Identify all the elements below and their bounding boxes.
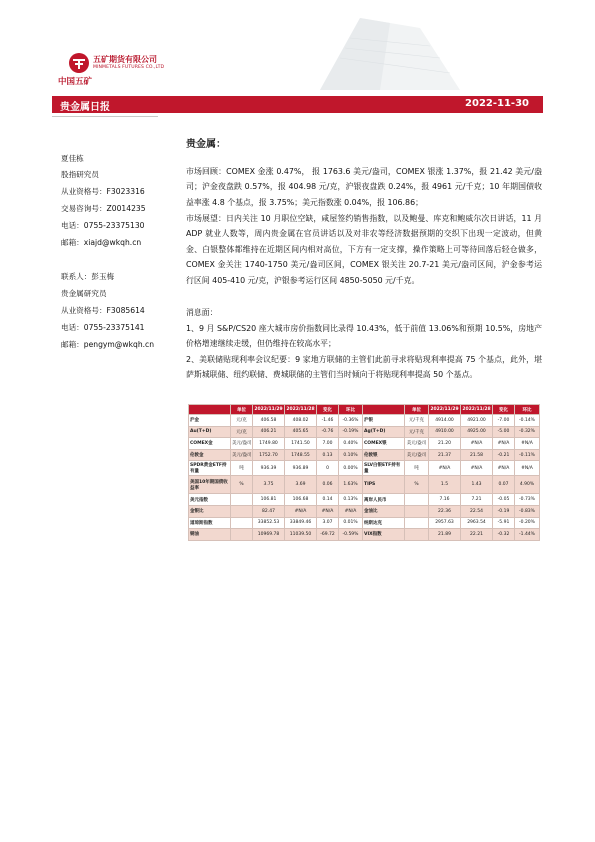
market-data-table	[188, 404, 540, 541]
table-cell: -7.00	[493, 415, 515, 427]
table-cell: 7.21	[461, 494, 493, 506]
table-cell: 美元/盎司	[231, 449, 253, 461]
table-cell: 21.89	[429, 529, 461, 541]
table-cell: 铜油	[189, 529, 231, 541]
table-cell: 纳斯达克	[363, 517, 405, 529]
table-cell	[231, 517, 253, 529]
table-cell: 1748.55	[285, 449, 317, 461]
table-header-cell: 变化	[317, 405, 339, 415]
table-cell: 3.75	[253, 476, 285, 494]
table-header-cell	[363, 405, 405, 415]
table-cell: COMEX银	[363, 438, 405, 450]
report-title: 贵金属日报	[60, 102, 110, 113]
table-header-cell: 环比	[339, 405, 363, 415]
table-cell: 1752.70	[253, 449, 285, 461]
table-row	[189, 461, 540, 476]
table-cell: SPDR黄金ETF持有量	[189, 461, 231, 476]
table-cell: -0.11%	[515, 449, 540, 461]
table-header-cell: 2022/11/28	[461, 405, 493, 415]
table-cell: 元/克	[231, 426, 253, 438]
brand-name: 中国五矿	[58, 77, 93, 87]
table-cell: 11039.50	[285, 529, 317, 541]
table-cell: 0.10%	[339, 449, 363, 461]
report-date: 2022-11-30	[465, 98, 529, 109]
table-cell: -1.44%	[515, 529, 540, 541]
table-row	[189, 476, 540, 494]
building-watermark-icon	[300, 18, 480, 90]
table-cell: #N/A	[285, 505, 317, 517]
table-cell: 7.00	[317, 438, 339, 450]
company-name-en: MINMETALS FUTURES CO.,LTD	[93, 65, 165, 70]
table-row	[189, 415, 540, 427]
table-header-cell: 变化	[493, 405, 515, 415]
table-cell: -0.21	[493, 449, 515, 461]
table-cell: 0.07	[493, 476, 515, 494]
table-cell: #N/A	[461, 438, 493, 450]
analyst-role: 股指研究员	[61, 170, 99, 179]
table-header-cell: 单位	[231, 405, 253, 415]
table-cell: 0.00%	[339, 461, 363, 476]
table-cell: 0.01%	[339, 517, 363, 529]
table-cell: -1.46	[317, 415, 339, 427]
news-title: 消息面：	[186, 308, 218, 317]
table-cell: 10969.78	[253, 529, 285, 541]
section-title: 贵金属：	[186, 139, 226, 150]
table-cell: 106.81	[253, 494, 285, 506]
sidebar-divider	[52, 116, 158, 117]
contact-name: 联系人：彭玉梅	[61, 272, 115, 281]
table-row	[189, 517, 540, 529]
table-header-cell: 单位	[405, 405, 429, 415]
table-cell	[405, 517, 429, 529]
table-cell: -0.19	[493, 505, 515, 517]
table-cell: 3.07	[317, 517, 339, 529]
table-row	[189, 449, 540, 461]
table-cell: 22.21	[461, 529, 493, 541]
table-cell: -0.73%	[515, 494, 540, 506]
table-cell: 2957.63	[429, 517, 461, 529]
table-cell: 元/千克	[405, 415, 429, 427]
table-cell: 406.21	[253, 426, 285, 438]
table-cell: 沪金	[189, 415, 231, 427]
table-cell: -0.14%	[515, 415, 540, 427]
market-outlook: 市场展望：日内关注 10 月职位空缺，咸屋签约销售指数，以及鲍曼、库克和鲍威尔次日讲话，11 月 ADP 就业人数等，周内贵金属在官员讲话以及对非农等经济数据预期的交织下出现一定波动，但黄金、白银整体都维持在近期区间内相对高位，下方有一定支撑，操作策略上可等待回落后轻仓做多，COMEX 金关注 1740-1750 美元/盎司区间，COMEX 银关注 20.7-21 美元/盎司区间，沪金参考运行区间 405-410 元/克，沪银参考运行区间 4850-5050 元/千克。	[186, 214, 542, 285]
table-cell: #N/A	[493, 438, 515, 450]
analyst-name: 夏佳栋	[61, 154, 84, 163]
table-cell: 1.43	[461, 476, 493, 494]
table-cell	[231, 529, 253, 541]
table-cell: #N/A	[339, 505, 363, 517]
table-cell: 1741.50	[285, 438, 317, 450]
table-cell: 22.54	[461, 505, 493, 517]
news-item-1: 1、9 月 S&P/CS20 座大城市房价指数同比录得 10.43%，低于前值 13.06%和预期 10.5%，房地产价格增速继续走缓，但仍维持在较高水平；	[186, 324, 542, 349]
table-cell: -0.76	[317, 426, 339, 438]
analyst-cert: 从业资格号：F3023316	[61, 187, 145, 196]
table-cell: #N/A	[317, 505, 339, 517]
table-cell	[231, 494, 253, 506]
table-cell: -0.32	[493, 529, 515, 541]
market-review: 市场回顾：COMEX 金涨 0.47%， 报 1763.6 美元/盎司，COMEX 银涨 1.37%，报 21.42 美元/盎司；沪金夜盘跌 0.57%，报 404.98 元/克，沪银夜盘跌 0.24%，报 4961 元/千克；10 年期国债收益率涨 4.8 个基点，报 3.75%；美元指数涨 0.04%，报 106.86；	[186, 167, 542, 207]
table-cell: 吨	[231, 461, 253, 476]
contact-role: 贵金属研究员	[61, 289, 107, 298]
table-cell: 21.58	[461, 449, 493, 461]
table-cell: 金油比	[363, 505, 405, 517]
page-header	[0, 0, 595, 90]
table-cell	[405, 529, 429, 541]
table-cell: #N/A	[493, 461, 515, 476]
table-cell: 21.37	[429, 449, 461, 461]
table-cell: 吨	[405, 461, 429, 476]
minmetals-logo-icon	[68, 52, 90, 74]
table-cell: 2963.54	[461, 517, 493, 529]
table-cell: 1.63%	[339, 476, 363, 494]
company-name-cn: 五矿期货有限公司	[93, 55, 157, 64]
table-cell: 4910.00	[429, 426, 461, 438]
table-cell: 金银比	[189, 505, 231, 517]
table-cell: 408.02	[285, 415, 317, 427]
news-item-2: 2、美联储贴现利率会议纪要：9 家地方联储的主管们此前寻求将贴现利率提高 75 个基点，此外，堪萨斯城联储、纽约联储、费城联储的主管们当时倾向于将贴现利率提高 50 个基点。	[186, 355, 542, 380]
table-cell: 美元/盎司	[405, 449, 429, 461]
table-cell: 4.90%	[515, 476, 540, 494]
table-cell: #N/A	[461, 461, 493, 476]
table-cell: 21.20	[429, 438, 461, 450]
table-cell: 沪银	[363, 415, 405, 427]
contact-email[interactable]: 邮箱：pengym@wkqh.cn	[61, 340, 155, 349]
table-cell: 离岸人民币	[363, 494, 405, 506]
table-cell: #N/A	[515, 461, 540, 476]
table-cell: 82.47	[253, 505, 285, 517]
table-cell	[405, 505, 429, 517]
table-header-cell: 环比	[515, 405, 540, 415]
table-row	[189, 494, 540, 506]
table-cell: Ag(T+D)	[363, 426, 405, 438]
table-header-row	[189, 405, 540, 415]
table-cell: 0.13	[317, 449, 339, 461]
table-cell: 0	[317, 461, 339, 476]
table-cell: -0.36%	[339, 415, 363, 427]
table-cell: -0.83%	[515, 505, 540, 517]
analyst-email[interactable]: 邮箱：xiajd@wkqh.cn	[61, 238, 142, 247]
table-cell: 0.14	[317, 494, 339, 506]
table-cell	[231, 505, 253, 517]
table-cell: 33852.53	[253, 517, 285, 529]
table-cell: SLV白银ETF持有量	[363, 461, 405, 476]
table-cell: 22.36	[429, 505, 461, 517]
table-cell: -0.20%	[515, 517, 540, 529]
table-cell: -0.19%	[339, 426, 363, 438]
table-cell: #N/A	[515, 438, 540, 450]
table-cell: -69.72	[317, 529, 339, 541]
table-cell: 伦敦银	[363, 449, 405, 461]
table-cell: 1.5	[429, 476, 461, 494]
table-cell: 元/克	[231, 415, 253, 427]
analyst-trade-cert: 交易咨询号：Z0014235	[61, 204, 146, 213]
table-cell: 美元指数	[189, 494, 231, 506]
table-cell: 3.69	[285, 476, 317, 494]
table-cell: COMEX金	[189, 438, 231, 450]
table-header-cell: 2022/11/28	[285, 405, 317, 415]
table-cell: 0.40%	[339, 438, 363, 450]
table-cell: 美国10年期国债收益率	[189, 476, 231, 494]
table-header-cell	[189, 405, 231, 415]
table-cell	[405, 494, 429, 506]
table-row	[189, 529, 540, 541]
table-cell: #N/A	[429, 461, 461, 476]
table-cell: 道琼斯指数	[189, 517, 231, 529]
table-header-cell: 2022/11/29	[253, 405, 285, 415]
table-cell: 美元/盎司	[231, 438, 253, 450]
table-cell: 4925.00	[461, 426, 493, 438]
table-cell: 936.39	[253, 461, 285, 476]
analyst-phone: 电话：0755-23375130	[61, 221, 145, 230]
table-cell: -0.32%	[515, 426, 540, 438]
contact-phone: 电话：0755-23375141	[61, 323, 145, 332]
table-cell: 0.06	[317, 476, 339, 494]
title-banner	[52, 96, 543, 113]
table-row	[189, 505, 540, 517]
table-cell: 伦敦金	[189, 449, 231, 461]
table-cell: 4921.00	[461, 415, 493, 427]
table-cell: TIPS	[363, 476, 405, 494]
table-cell: 1749.80	[253, 438, 285, 450]
contact-cert: 从业资格号：F3085614	[61, 306, 145, 315]
table-cell: 33849.46	[285, 517, 317, 529]
table-cell: 936.89	[285, 461, 317, 476]
table-cell: 0.13%	[339, 494, 363, 506]
table-cell: -5.00	[493, 426, 515, 438]
table-cell: 4914.00	[429, 415, 461, 427]
table-cell: 406.58	[253, 415, 285, 427]
table-row	[189, 426, 540, 438]
table-cell: %	[231, 476, 253, 494]
table-cell: -5.91	[493, 517, 515, 529]
table-cell: -0.05	[493, 494, 515, 506]
table-cell: 美元/盎司	[405, 438, 429, 450]
table-cell: %	[405, 476, 429, 494]
table-cell: 405.65	[285, 426, 317, 438]
table-cell: 106.68	[285, 494, 317, 506]
table-cell: Au(T+D)	[189, 426, 231, 438]
table-cell: -0.59%	[339, 529, 363, 541]
table-cell: VIX指数	[363, 529, 405, 541]
table-cell: 7.16	[429, 494, 461, 506]
table-row	[189, 438, 540, 450]
table-cell: 元/千克	[405, 426, 429, 438]
table-header-cell: 2022/11/29	[429, 405, 461, 415]
